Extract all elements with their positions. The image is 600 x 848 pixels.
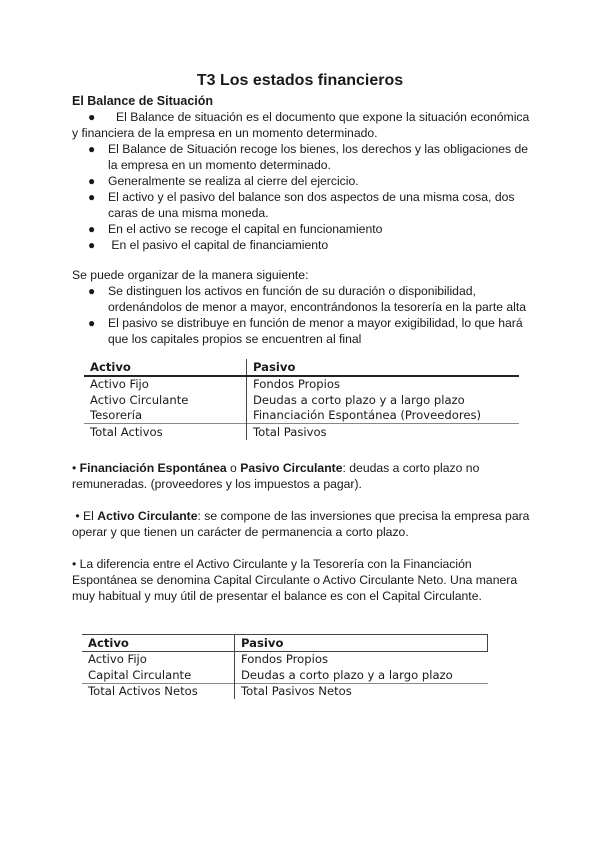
table-row: Tesorería Financiación Espontánea (Proveedores) (84, 408, 519, 424)
bullet-icon: ● (88, 110, 96, 124)
page-title: T3 Los estados financieros (196, 72, 404, 89)
list-item: ● Se distinguen los activos en función de su duración o disponibilidad, ordenándolos de menor a mayor, encontrándonos la tesorería en la parte alta (88, 284, 527, 314)
table-row: Activo Circulante Deudas a corto plazo y a largo plazo (84, 392, 519, 408)
paragraph: • El Activo Circulante: se compone de las inversiones que precisa la empresa para operar y que tienen un carácter de permanencia a corto plazo. (72, 509, 530, 539)
table-row: Total Activos Netos Total Pasivos Netos (82, 683, 488, 699)
list-item: ● El Balance de Situación recoge los bienes, los derechos y las obligaciones de la empresa en un momento determinado. (88, 142, 529, 172)
paragraph: • Financiación Espontánea o Pasivo Circulante: deudas a corto plazo no remuneradas. (proveedores y los impuestos a pagar). (72, 461, 480, 491)
bullet-icon: ● (88, 238, 96, 252)
bullet-icon: ● (88, 142, 96, 156)
section-heading: El Balance de Situación (72, 94, 214, 108)
balance-table-net (82, 634, 488, 699)
table-row: Activo Fijo Fondos Propios (84, 376, 519, 393)
table-header: Pasivo (247, 359, 520, 376)
table-row: Total Activos Total Pasivos (84, 424, 519, 440)
list-item: ● El Balance de situación es el documento que expone la situación económica y financiera de la empresa en un momento determinado. (72, 110, 530, 140)
balance-table (84, 359, 519, 440)
bullet-icon: ● (88, 316, 96, 330)
list-item: ● El pasivo se distribuye en función de menor a mayor exigibilidad, lo que hará que los capitales propios se encuentren al final (88, 316, 523, 346)
table-header: Pasivo (235, 635, 488, 652)
list-item: ● Generalmente se realiza al cierre del ejercicio. (88, 174, 359, 188)
list-item: ● En el pasivo el capital de financiamiento (88, 238, 329, 252)
section-intro: Se puede organizar de la manera siguiente: (72, 268, 309, 282)
table-row: Activo Fijo Fondos Propios (82, 651, 488, 667)
table-row: Capital Circulante Deudas a corto plazo y a largo plazo (82, 667, 488, 683)
list-item: ● El activo y el pasivo del balance son dos aspectos de una misma cosa, dos caras de una misma moneda. (88, 190, 515, 220)
table-header: Activo (84, 359, 247, 376)
bullet-icon: ● (88, 284, 96, 298)
bullet-icon: ● (88, 174, 96, 188)
paragraph: • La diferencia entre el Activo Circulante y la Tesorería con la Financiación Espontánea se denomina Capital Circulante o Activo Circulante Neto. Una manera muy habitual y muy útil de presentar el balance es con el Capital Circulante. (72, 557, 518, 603)
bullet-icon: ● (88, 222, 96, 236)
table-header: Activo (82, 635, 235, 652)
bullet-icon: ● (88, 190, 96, 204)
list-item: ● En el activo se recoge el capital en funcionamiento (88, 222, 383, 236)
